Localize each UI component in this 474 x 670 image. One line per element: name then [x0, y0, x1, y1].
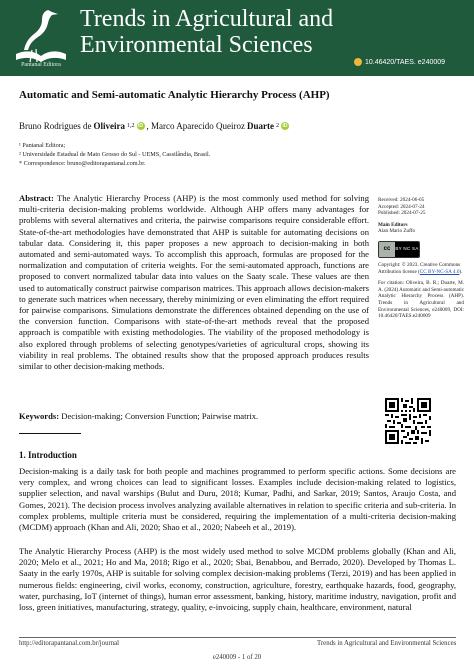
- license-link[interactable]: CC BY-NC-SA 4.0: [419, 268, 460, 275]
- author1-last: Oliveira: [93, 121, 125, 131]
- published-date: Published: 2024-07-25: [378, 210, 426, 217]
- qr-code-icon[interactable]: [385, 398, 431, 444]
- section-heading-introduction: 1. Introduction: [19, 450, 77, 460]
- keywords: [19, 411, 369, 421]
- logo-caption: Pantanal Editora: [21, 62, 61, 68]
- footer-journal-name: Trends in Agricultural and Environmental Sciences: [317, 640, 457, 647]
- journal-name: [80, 6, 370, 58]
- author2-last: Duarte: [246, 121, 274, 131]
- footer-divider: [19, 637, 456, 638]
- received-date: Received: 2024-06-05: [378, 197, 425, 203]
- orcid-icon[interactable]: iD: [282, 123, 288, 129]
- author1-sup: 1,2: [127, 123, 135, 129]
- divider: [19, 433, 81, 434]
- intro-paragraph-2: The Analytic Hierarchy Process (AHP) is the most widely used method to solve MCDM problems globally (Khan and Ali, 2020; Melo et al., 2021; Ho and Ma, 2018; Rigo et al., 2020; Sbai, Benabbou, and Berrado, 2020). Developed by Thomas L. Saaty in the early 1970s, AHP is suitable for solving complex decision-making problems (Terzi, 2019) and has been applied in numerous fields: engineering, civil works, economy, construction, agriculture, forestry, earthquake hazards, food, geography, water, purchasing, IoT (internet of things), human error assessment, banking, history, maritime industry, navigation, profit and loss, green initiatives, manufacturing, strategy, quality, e-invoicing, supply chain, healthcare, environment, natural: [19, 546, 456, 613]
- correspondence: * Correspondence: bruno@editorapantanal.com.br.: [19, 160, 146, 167]
- affiliation-1: ¹ Pantanal Editora;: [19, 142, 66, 149]
- keywords-label: Keywords:: [19, 411, 60, 421]
- article-title: Automatic and Semi-automatic Analytic Hierarchy Process (AHP): [19, 89, 330, 101]
- intro-paragraph-1: Decision-making is a daily task for both people and machines programmed to perform specific actions. Some decisions are very complex, and wrong choices can lead to significant losses. Examples include decision-making related to logistics, supplier selection, and naval warships (Bulut and Duru, 2018; Kumar, Padhi, and Sarkar, 2019; Santos, Araujo Costa, and Gomes, 2021). The decision process involves analyzing available alternatives in relation to specific criteria and sub-criteria. In complex problems, multiple criteria must be considered, requiring the implementation of a multi-criteria decision-making (MCDM) approach (Khan and Ali, 2020; Shao et al., 2020; Nabeeh et al., 2019).: [19, 466, 456, 533]
- copyright-text: Copyright: © 2023. Creative Commons Attribution license (CC BY-NC-SA 4.0).: [378, 261, 463, 275]
- editors-name: Alan Mario Zuffo: [378, 228, 416, 235]
- author1-first: Bruno Rodrigues de: [19, 121, 92, 131]
- citation-text: For citation: Oliveira, B. R.; Duarte, M. A. (2024) Automatic and Semi-automatic Analytic Hierarchy Process (AHP). Trends in Agricultural and Environmental Sciences, e240009, DOI: 10.46420/TAES.e240009: [378, 280, 465, 320]
- page-number: e240009 - 1 of 20: [212, 654, 262, 661]
- cc-icon: cc: [379, 242, 395, 257]
- author2-sup: 2: [275, 123, 279, 129]
- affiliation-2: ² Universidade Estadual de Mato Grosso do Sul - UEMS, Cassilândia, Brasil.: [19, 151, 211, 158]
- cc-terms: BY NC SA: [395, 242, 419, 257]
- journal-name-line2: Environmental Sciences: [80, 32, 313, 58]
- journal-header: [0, 0, 474, 76]
- doi-icon: [354, 58, 362, 66]
- accepted-date: Accepted: 2024-07-24: [378, 203, 425, 210]
- keywords-text: Decision-making; Conversion Function; Pairwise matrix.: [59, 411, 259, 421]
- journal-name-line1: Trends in Agricultural and: [80, 6, 334, 32]
- cc-license-badge[interactable]: [378, 241, 420, 258]
- abstract-text: The Analytic Hierarchy Process (AHP) is the most commonly used method for solving multi-criteria decision-making problems worldwide. Although AHP offers many advantages for problems with several alternatives and criteria, the pairwise comparisons require considerable effort. State-of-the-art methodologies have demonstrated that AHP is suitable for automating decisions on tabular data. Considering it, this paper proposes a new approach to decision-making in both automated and semi-automated ways. To accomplish this approach, formulas are proposed for the normalization and computation of criteria weights. For the semi-automated approach, functions are proposed to convert normalized tabular data into values on the Saaty scale. These values are then used to automatically construct pairwise comparison matrices. This approach allows decision-makers to generate such matrices when necessary, thereby minimizing or even eliminating the effort required for pairwise comparisons. Simulations demonstrate the differences obtained depending on the use of the conversion function. Comparisons with state-of-the-art methods reveal that the proposed approach is compatible with existing methodologies. The viability of the proposed methodology is also explored through problems of selecting genotypes/varieties of agricultural crops, showing its viability in real problems. The obtained results show that the proposed approach produces results similar to other decision-making methods.: [19, 193, 369, 372]
- footer-website-link[interactable]: http://editorapantanal.com.br/journal: [19, 640, 120, 647]
- editors-label: Main Editors: [378, 221, 408, 228]
- doi-text[interactable]: 10.46420/TAES. e240009: [365, 58, 446, 66]
- author-line: [19, 121, 459, 131]
- article-sidebar: [378, 197, 464, 320]
- abstract-label: Abstract:: [19, 193, 54, 203]
- orcid-icon[interactable]: iD: [138, 123, 143, 129]
- doi-link[interactable]: [354, 58, 445, 66]
- author-separator: , Marco Aparecido Queiroz: [146, 121, 245, 131]
- abstract: [19, 193, 369, 372]
